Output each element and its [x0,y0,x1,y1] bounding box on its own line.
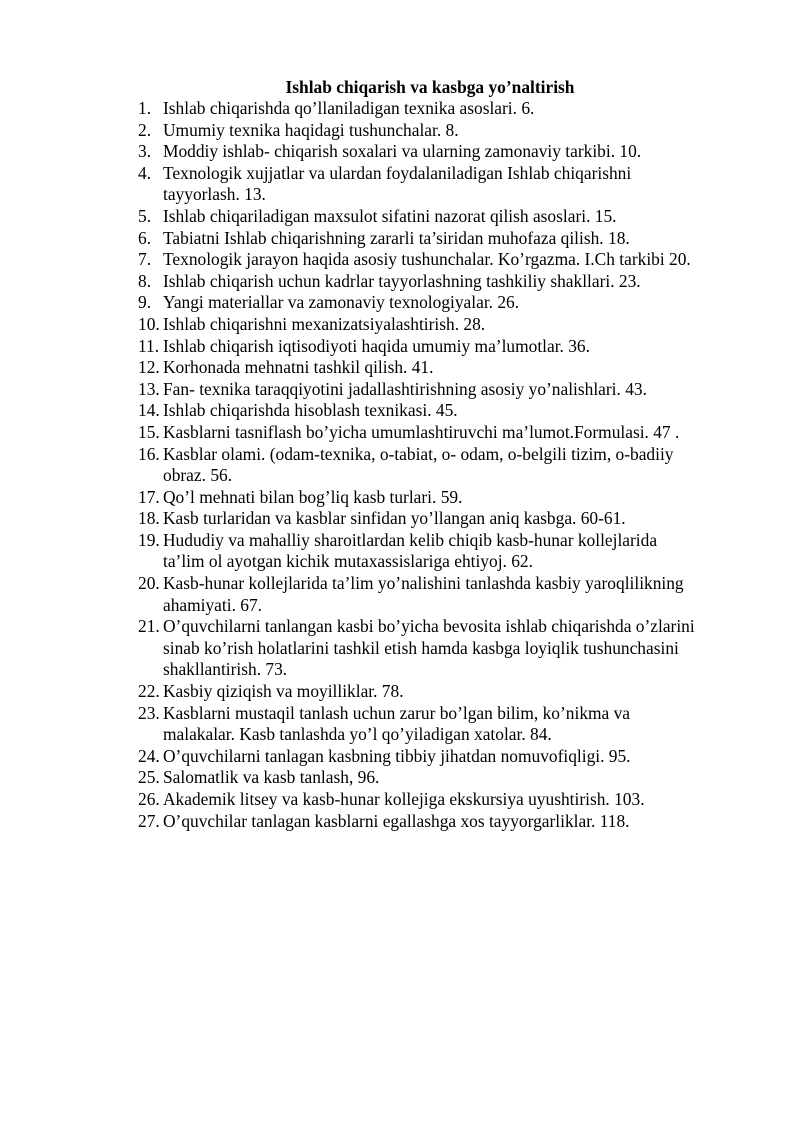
toc-item-number: 6. [138,227,152,248]
toc-item-number: 5. [138,205,152,226]
toc-item [138,530,768,573]
document-title: Ishlab chiqarish va kasbga yo’naltirish [285,77,575,97]
toc-item [138,141,768,163]
toc-item-text: Kasbiy qiziqish va moyilliklar. 78. [163,681,404,702]
table-of-contents [138,98,768,832]
toc-item-number: 8. [138,270,152,291]
toc-item [138,336,768,358]
toc-item-number: 9. [138,292,152,313]
toc-item-text: shakllantirish. 73. [163,659,288,680]
toc-item-text: Ishlab chiqarish iqtisodiyoti haqida umumiy ma’lumotlar. 36. [163,335,590,356]
toc-item [138,811,768,833]
toc-item [138,789,768,811]
toc-item [138,379,768,401]
toc-item [138,271,768,293]
toc-item-text: sinab ko’rish holatlarini tashkil etish hamda kasbga loyiqlik tushunchasini [163,637,679,658]
toc-item-number: 22. [138,681,160,702]
toc-item [138,228,768,250]
toc-item-text: Qo’l mehnati bilan bog’liq kasb turlari. 59. [163,486,463,507]
toc-item-text: O’quvchilarni tanlagan kasbning tibbiy jihatdan nomuvofiqligi. 95. [163,745,631,766]
toc-item-text: Hududiy va mahalliy sharoitlardan kelib chiqib kasb-hunar kollejlarida [163,529,658,550]
toc-item-text: Moddiy ishlab- chiqarish soxalari va ularning zamonaviy tarkibi. 10. [163,141,642,162]
toc-item-number: 19. [138,529,160,550]
toc-item [138,98,768,120]
toc-item [138,444,768,487]
toc-item-text: Kasblar olami. (odam-texnika, o-tabiat, o- odam, o-belgili tizim, o-badiiy [163,443,674,464]
toc-item-text: Ishlab chiqarishda hisoblash texnikasi. 45. [163,400,458,421]
toc-item-number: 12. [138,357,160,378]
toc-item [138,573,768,616]
toc-item [138,422,768,444]
toc-item-number: 25. [138,767,160,788]
toc-item-text: Ishlab chiqarishda qo’llaniladigan texnika asoslari. 6. [163,98,535,118]
toc-item [138,292,768,314]
toc-item [138,120,768,142]
toc-item-number: 26. [138,789,160,809]
toc-item-text: Ishlab chiqarish uchun kadrlar tayyorlashning tashkiliy shakllari. 23. [163,270,641,291]
toc-item-text: ta’lim ol ayotgan kichik mutaxassislariga ehtiyoj. 62. [163,551,533,572]
toc-item-number: 10. [138,313,160,334]
toc-item [138,163,768,206]
toc-item-text: Akademik litsey va kasb-hunar kollejiga ekskursiya uyushtirish. 103. [163,789,645,809]
toc-item-text: Umumiy texnika haqidagi tushunchalar. 8. [163,119,459,140]
toc-item-text: Korhonada mehnatni tashkil qilish. 41. [163,357,434,378]
toc-item-text: Texnologik xujjatlar va ulardan foydalaniladigan Ishlab chiqarishni [163,162,632,183]
toc-item [138,767,768,789]
toc-item-text: Ishlab chiqarishni mexanizatsiyalashtirish. 28. [163,313,486,334]
toc-item-number: 4. [138,162,152,183]
toc-item-text: Kasblarni tasniflash bo’yicha umumlashtiruvchi ma’lumot.Formulasi. 47 . [163,421,680,442]
toc-item-text: Salomatlik va kasb tanlash, 96. [163,767,380,788]
toc-item-number: 7. [138,249,152,270]
toc-item-number: 16. [138,443,160,464]
toc-item-number: 24. [138,745,160,766]
toc-item-number: 14. [138,400,160,421]
toc-item-number: 2. [138,119,152,140]
toc-item [138,746,768,768]
toc-item-text: ahamiyati. 67. [163,594,263,615]
toc-item-text: Kasb turlaridan va kasblar sinfidan yo’llangan aniq kasbga. 60-61. [163,508,626,529]
toc-item-text: Tabiatni Ishlab chiqarishning zararli ta’siridan muhofaza qilish. 18. [163,227,630,248]
toc-item-text: malakalar. Kasb tanlashda yo’l qo’yiladigan xatolar. 84. [163,724,552,745]
toc-item-text: Kasblarni mustaqil tanlash uchun zarur bo’lgan bilim, ko’nikma va [163,702,631,723]
toc-item-number: 20. [138,573,160,594]
toc-item-text: tayyorlash. 13. [163,184,266,205]
toc-item [138,508,768,530]
toc-item-number: 23. [138,702,160,723]
toc-item-number: 18. [138,508,160,529]
toc-item-text: Kasb-hunar kollejlarida ta’lim yo’nalishini tanlashda kasbiy yaroqlilikning [163,573,684,594]
toc-item [138,703,768,746]
toc-item-text: Texnologik jarayon haqida asosiy tushunchalar. Ko’rgazma. I.Ch tarkibi 20. [163,249,691,270]
toc-item [138,249,768,271]
toc-item [138,314,768,336]
toc-item-number: 27. [138,810,160,831]
toc-item-text: Fan- texnika taraqqiyotini jadallashtirishning asosiy yo’nalishlari. 43. [163,378,647,399]
toc-item [138,206,768,228]
toc-item [138,616,768,681]
toc-item-number: 21. [138,616,160,637]
toc-item [138,487,768,509]
toc-item-text: O’quvchilarni tanlangan kasbi bo’yicha bevosita ishlab chiqarishda o’zlarini [163,616,695,637]
toc-item-number: 11. [138,335,160,356]
toc-item-number: 13. [138,378,160,399]
toc-item-text: Yangi materiallar va zamonaviy texnologiyalar. 26. [163,292,520,313]
toc-item-number: 1. [138,98,152,118]
toc-item [138,357,768,379]
toc-item-text: Ishlab chiqariladigan maxsulot sifatini nazorat qilish asoslari. 15. [163,205,617,226]
toc-item-number: 3. [138,141,152,162]
toc-item-number: 17. [138,486,160,507]
toc-item [138,400,768,422]
toc-item [138,681,768,703]
toc-item-number: 15. [138,421,160,442]
toc-item-text: O’quvchilar tanlagan kasblarni egallashga xos tayyorgarliklar. 118. [163,810,630,831]
toc-item-text: obraz. 56. [163,465,233,486]
